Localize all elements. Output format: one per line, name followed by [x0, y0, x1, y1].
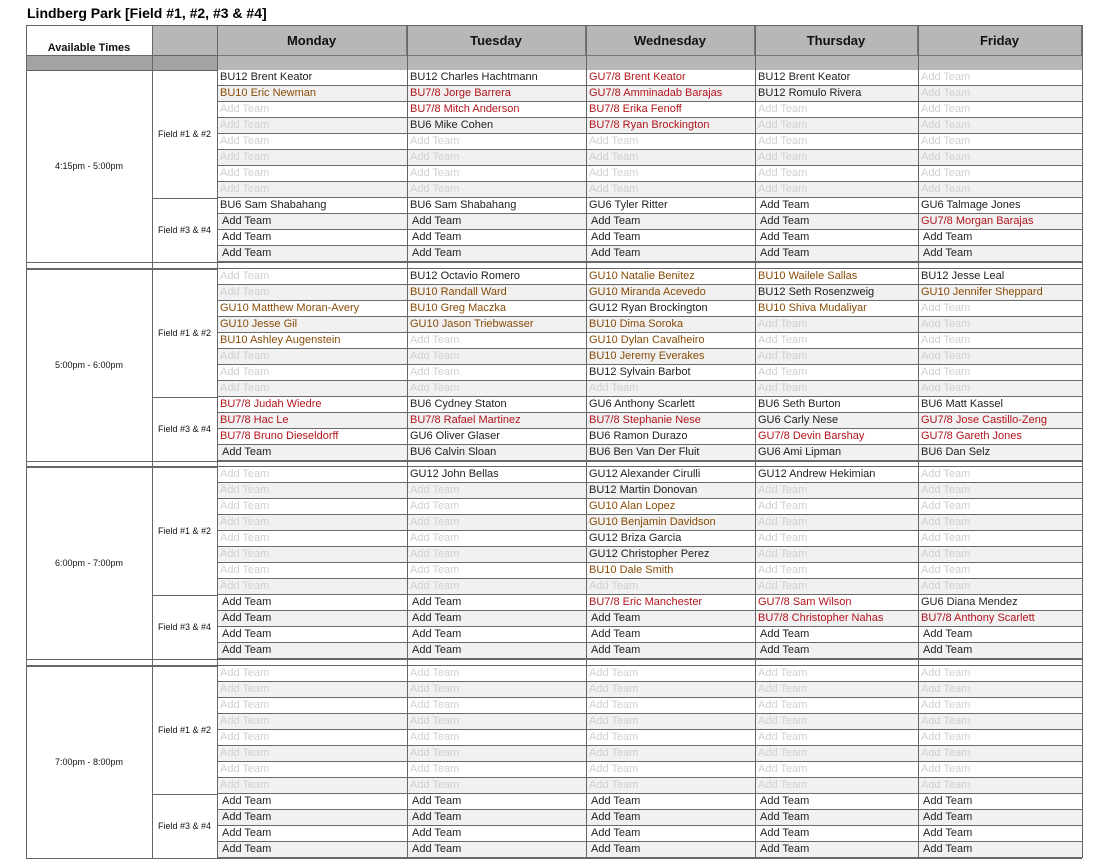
team-entry[interactable]: GU6 Tyler Ritter — [586, 198, 755, 214]
add-team-slot[interactable]: Add Team — [217, 842, 407, 858]
team-entry[interactable]: BU6 Sam Shabahang — [407, 198, 586, 214]
team-entry[interactable]: GU12 Alexander Cirulli — [586, 467, 755, 483]
time-slot-label: 7:00pm - 8:00pm — [54, 757, 124, 767]
team-entry[interactable]: GU12 John Bellas — [407, 467, 586, 483]
team-entry[interactable]: BU12 Sylvain Barbot — [586, 365, 755, 381]
add-team-slot[interactable]: Add Team — [586, 794, 755, 810]
field-label: Field #1 & #2 — [157, 129, 212, 139]
team-entry[interactable]: GU10 Alan Lopez — [586, 499, 755, 515]
add-team-slot[interactable]: Add Team — [586, 826, 755, 842]
field-label: Field #1 & #2 — [157, 328, 212, 338]
add-team-slot[interactable]: Add Team — [918, 643, 1082, 659]
column-divider — [217, 25, 218, 858]
add-team-slot[interactable]: Add Team — [586, 166, 755, 182]
add-team-slot[interactable]: Add Team — [217, 547, 407, 563]
column-divider — [918, 25, 919, 858]
add-team-slot[interactable]: Add Team — [586, 643, 755, 659]
add-team-slot[interactable]: Add Team — [918, 762, 1082, 778]
team-entry[interactable]: BU6 Ben Van Der Fluit — [586, 445, 755, 461]
add-team-slot[interactable]: Add Team — [217, 230, 407, 246]
available-times-header: Available Times — [26, 25, 152, 70]
field-label: Field #1 & #2 — [157, 725, 212, 735]
add-team-slot[interactable]: Add Team — [217, 483, 407, 499]
team-entry[interactable]: BU6 Seth Burton — [755, 397, 918, 413]
add-team-slot[interactable]: Add Team — [407, 365, 586, 381]
team-entry[interactable]: GU7/8 Devin Barshay — [755, 429, 918, 445]
add-team-slot[interactable]: Add Team — [918, 349, 1082, 365]
team-entry[interactable]: GU6 Diana Mendez — [918, 595, 1082, 611]
team-entry[interactable]: GU6 Talmage Jones — [918, 198, 1082, 214]
add-team-slot[interactable]: Add Team — [755, 730, 918, 746]
add-team-slot[interactable]: Add Team — [586, 778, 755, 794]
add-team-slot[interactable]: Add Team — [217, 810, 407, 826]
add-team-slot[interactable]: Add Team — [217, 118, 407, 134]
add-team-slot[interactable]: Add Team — [918, 365, 1082, 381]
add-team-slot[interactable]: Add Team — [407, 762, 586, 778]
team-entry[interactable]: GU12 Briza Garcia — [586, 531, 755, 547]
team-entry[interactable]: GU7/8 Morgan Barajas — [918, 214, 1082, 230]
add-team-slot[interactable]: Add Team — [755, 246, 918, 262]
add-team-slot[interactable]: Add Team — [217, 611, 407, 627]
table-bottom-border — [26, 858, 1082, 859]
team-entry[interactable]: GU12 Christopher Perez — [586, 547, 755, 563]
add-team-slot[interactable]: Add Team — [217, 166, 407, 182]
add-team-slot[interactable]: Add Team — [586, 682, 755, 698]
team-entry[interactable]: GU10 Jason Triebwasser — [407, 317, 586, 333]
add-team-slot[interactable]: Add Team — [217, 682, 407, 698]
add-team-slot[interactable]: Add Team — [217, 445, 407, 461]
team-entry[interactable]: GU10 Jesse Gil — [217, 317, 407, 333]
add-team-slot[interactable]: Add Team — [918, 579, 1082, 595]
slot-top-line — [26, 70, 217, 71]
team-entry[interactable]: BU10 Jeremy Everakes — [586, 349, 755, 365]
team-entry[interactable]: GU7/8 Amminadab Barajas — [586, 86, 755, 102]
team-entry[interactable]: BU10 Wailele Sallas — [755, 269, 918, 285]
add-team-slot[interactable]: Add Team — [217, 698, 407, 714]
slot-separator — [26, 262, 1082, 269]
team-entry[interactable]: BU7/8 Judah Wiedre — [217, 397, 407, 413]
add-team-slot[interactable]: Add Team — [217, 182, 407, 198]
add-team-slot[interactable]: Add Team — [755, 579, 918, 595]
add-team-slot[interactable]: Add Team — [407, 150, 586, 166]
team-entry[interactable]: GU6 Oliver Glaser — [407, 429, 586, 445]
add-team-slot[interactable]: Add Team — [755, 198, 918, 214]
team-entry[interactable]: BU6 Dan Selz — [918, 445, 1082, 461]
add-team-slot[interactable]: Add Team — [755, 746, 918, 762]
add-team-slot[interactable]: Add Team — [407, 611, 586, 627]
add-team-slot[interactable]: Add Team — [586, 746, 755, 762]
add-team-slot[interactable]: Add Team — [586, 230, 755, 246]
team-entry[interactable]: BU6 Calvin Sloan — [407, 445, 586, 461]
add-team-slot[interactable]: Add Team — [755, 810, 918, 826]
team-entry[interactable]: BU7/8 Jorge Barrera — [407, 86, 586, 102]
team-entry[interactable]: BU12 Martin Donovan — [586, 483, 755, 499]
add-team-slot[interactable]: Add Team — [217, 150, 407, 166]
add-team-slot[interactable]: Add Team — [407, 579, 586, 595]
add-team-slot[interactable]: Add Team — [217, 246, 407, 262]
team-entry[interactable]: BU12 Romulo Rivera — [755, 86, 918, 102]
add-team-slot[interactable]: Add Team — [407, 381, 586, 397]
day-header-friday: Friday — [918, 25, 1082, 55]
add-team-slot[interactable]: Add Team — [407, 682, 586, 698]
add-team-slot[interactable]: Add Team — [918, 515, 1082, 531]
team-entry[interactable]: BU7/8 Ryan Brockington — [586, 118, 755, 134]
add-team-slot[interactable]: Add Team — [918, 381, 1082, 397]
team-entry[interactable]: BU12 Octavio Romero — [407, 269, 586, 285]
team-entry[interactable]: GU10 Benjamin Davidson — [586, 515, 755, 531]
day-subheader — [586, 55, 755, 70]
add-team-slot[interactable]: Add Team — [755, 714, 918, 730]
add-team-slot[interactable]: Add Team — [755, 134, 918, 150]
add-team-slot[interactable]: Add Team — [586, 579, 755, 595]
add-team-slot[interactable]: Add Team — [586, 698, 755, 714]
add-team-slot[interactable]: Add Team — [407, 666, 586, 682]
team-entry[interactable]: GU10 Miranda Acevedo — [586, 285, 755, 301]
add-team-slot[interactable]: Add Team — [217, 778, 407, 794]
add-team-slot[interactable]: Add Team — [918, 230, 1082, 246]
add-team-slot[interactable]: Add Team — [407, 730, 586, 746]
add-team-slot[interactable]: Add Team — [407, 499, 586, 515]
add-team-slot[interactable]: Add Team — [407, 595, 586, 611]
add-team-slot[interactable]: Add Team — [755, 563, 918, 579]
team-entry[interactable]: GU6 Ami Lipman — [755, 445, 918, 461]
page-title: Lindberg Park [Field #1, #2, #3 & #4] — [27, 5, 267, 21]
add-team-slot[interactable]: Add Team — [755, 381, 918, 397]
field-divider — [152, 794, 217, 795]
team-entry[interactable]: BU7/8 Bruno Dieseldorff — [217, 429, 407, 445]
team-entry[interactable]: BU6 Mike Cohen — [407, 118, 586, 134]
add-team-slot[interactable]: Add Team — [407, 627, 586, 643]
team-entry[interactable]: BU10 Shiva Mudaliyar — [755, 301, 918, 317]
add-team-slot[interactable]: Add Team — [407, 778, 586, 794]
add-team-slot[interactable]: Add Team — [755, 317, 918, 333]
field-divider — [152, 397, 217, 398]
column-divider — [755, 25, 756, 858]
add-team-slot[interactable]: Add Team — [755, 182, 918, 198]
add-team-slot[interactable]: Add Team — [755, 333, 918, 349]
add-team-slot[interactable]: Add Team — [407, 842, 586, 858]
add-team-slot[interactable]: Add Team — [918, 499, 1082, 515]
day-subheader — [407, 55, 586, 70]
add-team-slot[interactable]: Add Team — [918, 150, 1082, 166]
add-team-slot[interactable]: Add Team — [918, 134, 1082, 150]
team-entry[interactable]: BU12 Brent Keator — [217, 70, 407, 86]
team-entry[interactable]: GU7/8 Brent Keator — [586, 70, 755, 86]
add-team-slot[interactable]: Add Team — [586, 381, 755, 397]
add-team-slot[interactable]: Add Team — [755, 230, 918, 246]
add-team-slot[interactable]: Add Team — [918, 746, 1082, 762]
time-slot-label: 6:00pm - 7:00pm — [54, 558, 124, 568]
time-slot-label: 4:15pm - 5:00pm — [54, 161, 124, 171]
add-team-slot[interactable]: Add Team — [918, 86, 1082, 102]
add-team-slot[interactable]: Add Team — [407, 333, 586, 349]
add-team-slot[interactable]: Add Team — [586, 134, 755, 150]
add-team-slot[interactable]: Add Team — [586, 150, 755, 166]
add-team-slot[interactable]: Add Team — [918, 810, 1082, 826]
add-team-slot[interactable]: Add Team — [918, 627, 1082, 643]
add-team-slot[interactable]: Add Team — [217, 365, 407, 381]
add-team-slot[interactable]: Add Team — [217, 563, 407, 579]
slot-top-line — [26, 269, 217, 270]
team-entry[interactable]: BU7/8 Mitch Anderson — [407, 102, 586, 118]
add-team-slot[interactable]: Add Team — [918, 246, 1082, 262]
team-entry[interactable]: BU6 Cydney Staton — [407, 397, 586, 413]
field-label: Field #3 & #4 — [157, 424, 212, 434]
add-team-slot[interactable]: Add Team — [918, 102, 1082, 118]
add-team-slot[interactable]: Add Team — [755, 102, 918, 118]
team-entry[interactable]: GU6 Anthony Scarlett — [586, 397, 755, 413]
add-team-slot[interactable]: Add Team — [918, 547, 1082, 563]
add-team-slot[interactable]: Add Team — [755, 118, 918, 134]
column-divider — [152, 25, 153, 858]
add-team-slot[interactable]: Add Team — [918, 794, 1082, 810]
add-team-slot[interactable]: Add Team — [407, 214, 586, 230]
add-team-slot[interactable]: Add Team — [586, 762, 755, 778]
add-team-slot[interactable]: Add Team — [755, 349, 918, 365]
add-team-slot[interactable]: Add Team — [407, 746, 586, 762]
add-team-slot[interactable]: Add Team — [586, 842, 755, 858]
add-team-slot[interactable]: Add Team — [586, 810, 755, 826]
field-label: Field #3 & #4 — [157, 821, 212, 831]
add-team-slot[interactable]: Add Team — [407, 246, 586, 262]
add-team-slot[interactable]: Add Team — [407, 483, 586, 499]
add-team-slot[interactable]: Add Team — [407, 349, 586, 365]
day-header-tuesday: Tuesday — [407, 25, 586, 55]
team-entry[interactable]: GU6 Carly Nese — [755, 413, 918, 429]
add-team-slot[interactable]: Add Team — [407, 810, 586, 826]
add-team-slot[interactable]: Add Team — [918, 483, 1082, 499]
team-entry[interactable]: BU12 Jesse Leal — [918, 269, 1082, 285]
add-team-slot[interactable]: Add Team — [407, 714, 586, 730]
add-team-slot[interactable]: Add Team — [918, 166, 1082, 182]
team-entry[interactable]: BU6 Sam Shabahang — [217, 198, 407, 214]
add-team-slot[interactable]: Add Team — [918, 682, 1082, 698]
team-entry[interactable]: BU12 Charles Hachtmann — [407, 70, 586, 86]
add-team-slot[interactable]: Add Team — [755, 842, 918, 858]
add-team-slot[interactable]: Add Team — [755, 682, 918, 698]
header-band-left — [26, 55, 217, 70]
add-team-slot[interactable]: Add Team — [918, 778, 1082, 794]
add-team-slot[interactable]: Add Team — [586, 182, 755, 198]
column-divider — [26, 25, 27, 858]
add-team-slot[interactable]: Add Team — [407, 794, 586, 810]
add-team-slot[interactable]: Add Team — [217, 467, 407, 483]
add-team-slot[interactable]: Add Team — [407, 643, 586, 659]
add-team-slot[interactable]: Add Team — [407, 515, 586, 531]
add-team-slot[interactable]: Add Team — [217, 666, 407, 682]
add-team-slot[interactable]: Add Team — [918, 333, 1082, 349]
team-entry[interactable]: BU7/8 Erika Fenoff — [586, 102, 755, 118]
team-entry[interactable]: GU12 Ryan Brockington — [586, 301, 755, 317]
add-team-slot[interactable]: Add Team — [407, 563, 586, 579]
add-team-slot[interactable]: Add Team — [755, 499, 918, 515]
team-entry[interactable]: BU7/8 Rafael Martinez — [407, 413, 586, 429]
team-entry[interactable]: BU7/8 Anthony Scarlett — [918, 611, 1082, 627]
add-team-slot[interactable]: Add Team — [407, 134, 586, 150]
add-team-slot[interactable]: Add Team — [217, 826, 407, 842]
team-entry[interactable]: BU10 Greg Maczka — [407, 301, 586, 317]
add-team-slot[interactable]: Add Team — [755, 643, 918, 659]
add-team-slot[interactable]: Add Team — [407, 547, 586, 563]
add-team-slot[interactable]: Add Team — [217, 349, 407, 365]
add-team-slot[interactable]: Add Team — [755, 762, 918, 778]
add-team-slot[interactable]: Add Team — [586, 666, 755, 682]
add-team-slot[interactable]: Add Team — [755, 531, 918, 547]
add-team-slot[interactable]: Add Team — [407, 826, 586, 842]
add-team-slot[interactable]: Add Team — [407, 698, 586, 714]
add-team-slot[interactable]: Add Team — [755, 515, 918, 531]
add-team-slot[interactable]: Add Team — [217, 595, 407, 611]
add-team-slot[interactable]: Add Team — [217, 643, 407, 659]
team-entry[interactable]: BU6 Matt Kassel — [918, 397, 1082, 413]
add-team-slot[interactable]: Add Team — [407, 182, 586, 198]
field-divider — [152, 595, 217, 596]
add-team-slot[interactable]: Add Team — [217, 730, 407, 746]
slot-top-line — [26, 666, 217, 667]
team-entry[interactable]: GU7/8 Jose Castillo-Zeng — [918, 413, 1082, 429]
add-team-slot[interactable]: Add Team — [586, 246, 755, 262]
field-divider — [152, 198, 217, 199]
add-team-slot[interactable]: Add Team — [217, 531, 407, 547]
add-team-slot[interactable]: Add Team — [918, 730, 1082, 746]
team-entry[interactable]: BU6 Ramon Durazo — [586, 429, 755, 445]
table-top-border — [26, 25, 1082, 26]
slot-separator — [26, 659, 1082, 666]
team-entry[interactable]: BU10 Dima Soroka — [586, 317, 755, 333]
add-team-slot[interactable]: Add Team — [217, 627, 407, 643]
team-entry[interactable]: BU7/8 Stephanie Nese — [586, 413, 755, 429]
time-slot-label: 5:00pm - 6:00pm — [54, 360, 124, 370]
day-header-wednesday: Wednesday — [586, 25, 755, 55]
field-label: Field #1 & #2 — [157, 526, 212, 536]
add-team-slot[interactable]: Add Team — [586, 214, 755, 230]
add-team-slot[interactable]: Add Team — [217, 499, 407, 515]
add-team-slot[interactable]: Add Team — [918, 467, 1082, 483]
team-entry[interactable]: BU10 Dale Smith — [586, 563, 755, 579]
team-entry[interactable]: GU10 Jennifer Sheppard — [918, 285, 1082, 301]
add-team-slot[interactable]: Add Team — [217, 746, 407, 762]
team-entry[interactable]: GU12 Andrew Hekimian — [755, 467, 918, 483]
column-divider — [586, 25, 587, 858]
day-subheader — [217, 55, 407, 70]
team-entry[interactable]: BU10 Randall Ward — [407, 285, 586, 301]
add-team-slot[interactable]: Add Team — [755, 627, 918, 643]
team-entry[interactable]: BU7/8 Eric Manchester — [586, 595, 755, 611]
add-team-slot[interactable]: Add Team — [217, 794, 407, 810]
column-divider — [407, 25, 408, 858]
add-team-slot[interactable]: Add Team — [755, 214, 918, 230]
add-team-slot[interactable]: Add Team — [918, 842, 1082, 858]
add-team-slot[interactable]: Add Team — [755, 778, 918, 794]
team-entry[interactable]: BU10 Eric Newman — [217, 86, 407, 102]
add-team-slot[interactable]: Add Team — [217, 515, 407, 531]
add-team-slot[interactable]: Add Team — [217, 102, 407, 118]
add-team-slot[interactable]: Add Team — [586, 627, 755, 643]
add-team-slot[interactable]: Add Team — [918, 317, 1082, 333]
add-team-slot[interactable]: Add Team — [755, 547, 918, 563]
add-team-slot[interactable]: Add Team — [918, 182, 1082, 198]
day-header-thursday: Thursday — [755, 25, 918, 55]
add-team-slot[interactable]: Add Team — [586, 611, 755, 627]
add-team-slot[interactable]: Add Team — [217, 214, 407, 230]
add-team-slot[interactable]: Add Team — [755, 826, 918, 842]
team-entry[interactable]: GU10 Matthew Moran-Avery — [217, 301, 407, 317]
add-team-slot[interactable]: Add Team — [407, 166, 586, 182]
team-entry[interactable]: GU7/8 Gareth Jones — [918, 429, 1082, 445]
team-entry[interactable]: BU7/8 Hac Le — [217, 413, 407, 429]
slot-top-line — [26, 467, 217, 468]
add-team-slot[interactable]: Add Team — [217, 134, 407, 150]
add-team-slot[interactable]: Add Team — [918, 714, 1082, 730]
add-team-slot[interactable]: Add Team — [755, 698, 918, 714]
day-subheader — [918, 55, 1082, 70]
add-team-slot[interactable]: Add Team — [918, 826, 1082, 842]
day-header-monday: Monday — [217, 25, 407, 55]
team-entry[interactable]: GU7/8 Sam Wilson — [755, 595, 918, 611]
add-team-slot[interactable]: Add Team — [217, 285, 407, 301]
team-entry[interactable]: BU7/8 Christopher Nahas — [755, 611, 918, 627]
add-team-slot[interactable]: Add Team — [586, 714, 755, 730]
team-entry[interactable]: BU12 Seth Rosenzweig — [755, 285, 918, 301]
add-team-slot[interactable]: Add Team — [217, 381, 407, 397]
day-subheader — [755, 55, 918, 70]
add-team-slot[interactable]: Add Team — [586, 730, 755, 746]
add-team-slot[interactable]: Add Team — [755, 666, 918, 682]
team-entry[interactable]: BU10 Ashley Augenstein — [217, 333, 407, 349]
add-team-slot[interactable]: Add Team — [918, 698, 1082, 714]
add-team-slot[interactable]: Add Team — [918, 70, 1082, 86]
add-team-slot[interactable]: Add Team — [407, 531, 586, 547]
column-divider — [1082, 25, 1083, 858]
add-team-slot[interactable]: Add Team — [755, 166, 918, 182]
add-team-slot[interactable]: Add Team — [918, 301, 1082, 317]
team-entry[interactable]: GU10 Dylan Cavalheiro — [586, 333, 755, 349]
add-team-slot[interactable]: Add Team — [918, 563, 1082, 579]
add-team-slot[interactable]: Add Team — [918, 531, 1082, 547]
add-team-slot[interactable]: Add Team — [918, 666, 1082, 682]
add-team-slot[interactable]: Add Team — [755, 150, 918, 166]
team-entry[interactable]: BU12 Brent Keator — [755, 70, 918, 86]
field-label: Field #3 & #4 — [157, 225, 212, 235]
add-team-slot[interactable]: Add Team — [217, 269, 407, 285]
add-team-slot[interactable]: Add Team — [217, 714, 407, 730]
add-team-slot[interactable]: Add Team — [755, 483, 918, 499]
team-entry[interactable]: GU10 Natalie Benitez — [586, 269, 755, 285]
field-label: Field #3 & #4 — [157, 622, 212, 632]
add-team-slot[interactable]: Add Team — [217, 579, 407, 595]
add-team-slot[interactable]: Add Team — [755, 365, 918, 381]
add-team-slot[interactable]: Add Team — [918, 118, 1082, 134]
add-team-slot[interactable]: Add Team — [407, 230, 586, 246]
add-team-slot[interactable]: Add Team — [217, 762, 407, 778]
add-team-slot[interactable]: Add Team — [755, 794, 918, 810]
